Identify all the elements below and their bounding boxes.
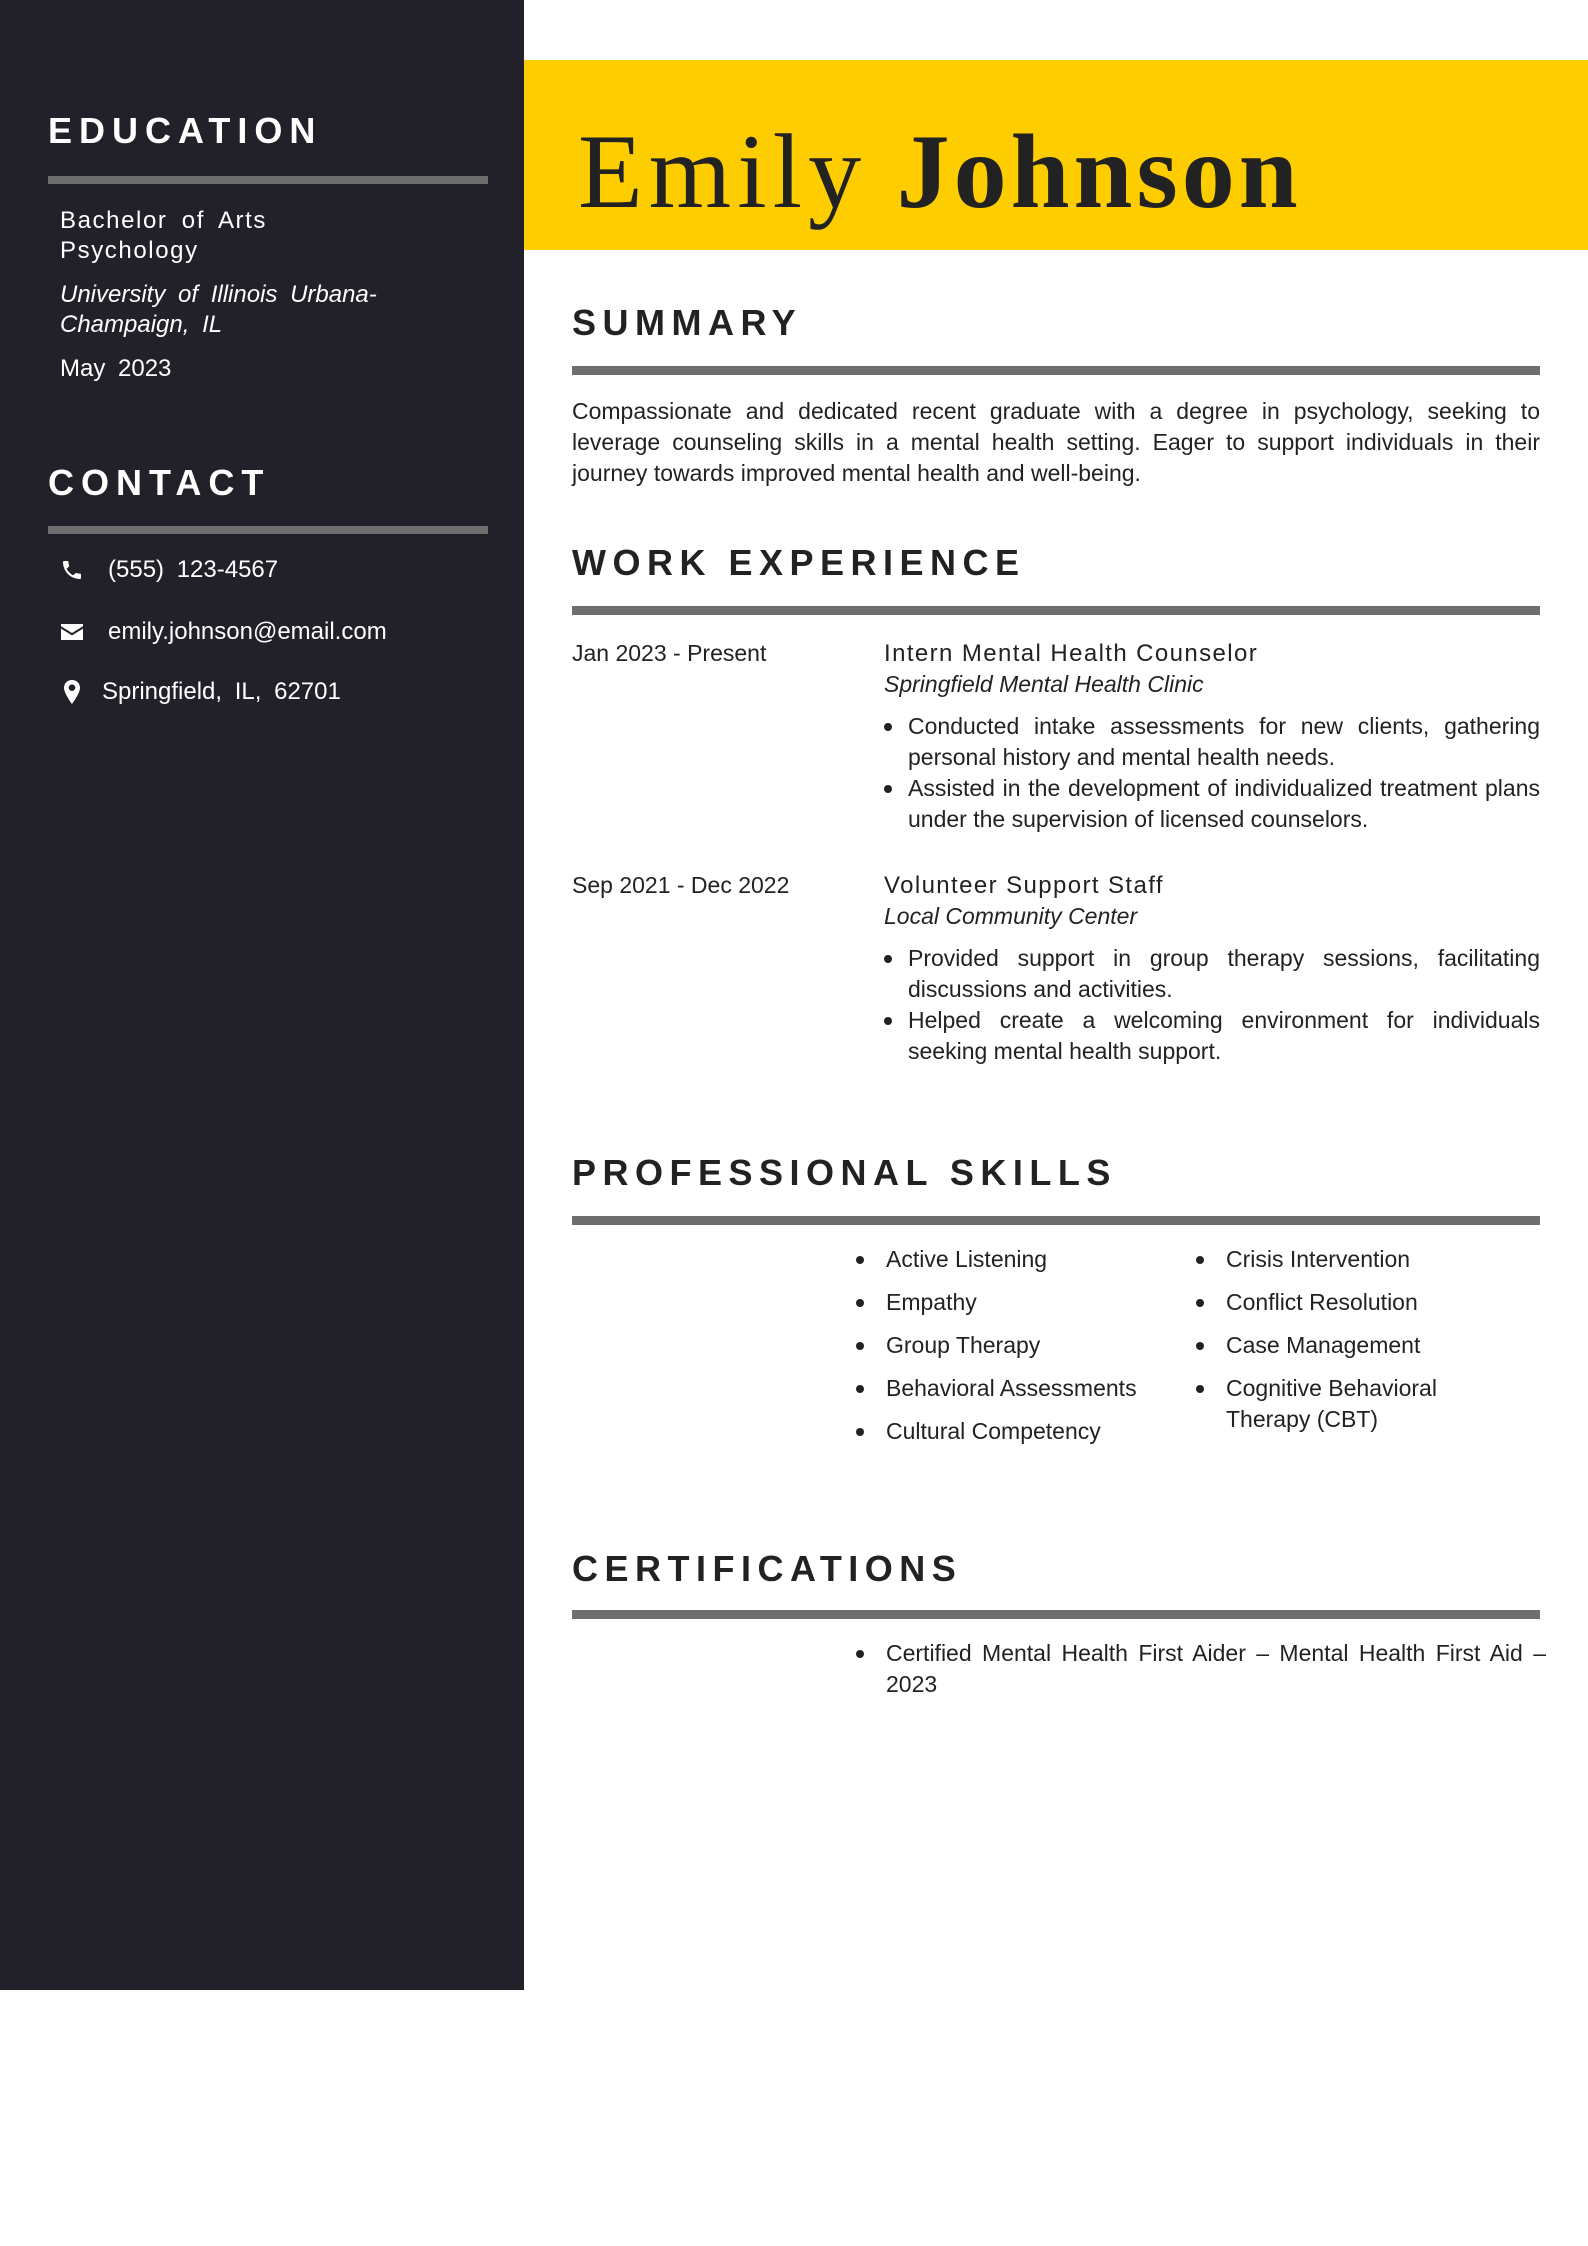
education-divider (48, 176, 488, 184)
certifications-list (856, 1638, 1546, 1712)
list-item: Conducted intake assessments for new clients, gathering personal history and mental health needs. (884, 711, 1540, 773)
job-dates: Jan 2023 - Present (572, 640, 767, 666)
list-item: Behavioral Assessments (856, 1373, 1176, 1404)
list-item: Certified Mental Health First Aider – Mental Health First Aid – 2023 (856, 1638, 1546, 1700)
education-degree (60, 206, 267, 266)
work-heading: WORK EXPERIENCE (572, 542, 1026, 583)
summary-text: Compassionate and dedicated recent graduate with a degree in psychology, seeking to leverage counseling skills in a mental health setting. Eager to support individuals in their journey towards improved mental health and well-being. (572, 398, 1540, 486)
summary-heading: SUMMARY (572, 302, 803, 343)
degree-major: Psychology (60, 237, 199, 264)
school-location: Champaign, IL (60, 311, 223, 338)
first-name: Emily (578, 113, 868, 230)
job-bullets (884, 943, 1540, 1067)
contact-divider (48, 526, 488, 534)
list-item: Empathy (856, 1287, 1176, 1318)
skills-list-left (856, 1244, 1176, 1459)
map-pin-icon (58, 678, 86, 706)
list-item: Active Listening (856, 1244, 1176, 1275)
degree-line: Bachelor of Arts (60, 207, 268, 234)
list-item: Case Management (1196, 1330, 1486, 1361)
school-line: University of Illinois Urbana- (60, 281, 377, 308)
list-item: Group Therapy (856, 1330, 1176, 1361)
summary-divider (572, 366, 1540, 375)
work-divider (572, 606, 1540, 615)
skills-divider (572, 1216, 1540, 1225)
skills-heading: PROFESSIONAL SKILLS (572, 1152, 1117, 1193)
contact-location (58, 678, 341, 706)
contact-heading: CONTACT (48, 462, 271, 503)
job-title: Intern Mental Health Counselor (884, 640, 1259, 667)
job-organization: Local Community Center (884, 903, 1138, 929)
envelope-icon (58, 618, 86, 646)
candidate-name (578, 112, 1302, 232)
education-heading: EDUCATION (48, 110, 323, 151)
job-title: Volunteer Support Staff (884, 872, 1164, 899)
certifications-divider (572, 1610, 1540, 1619)
list-item: Conflict Resolution (1196, 1287, 1486, 1318)
skills-list-right (1196, 1244, 1486, 1447)
list-item: Cognitive Behavioral Therapy (CBT) (1196, 1373, 1486, 1435)
contact-email (58, 618, 387, 646)
email-text: emily.johnson@email.com (108, 618, 387, 645)
contact-phone (58, 556, 278, 584)
list-item: Cultural Competency (856, 1416, 1176, 1447)
last-name: Johnson (896, 113, 1302, 230)
phone-icon (58, 556, 86, 584)
job-dates: Sep 2021 - Dec 2022 (572, 872, 790, 898)
list-item: Crisis Intervention (1196, 1244, 1486, 1275)
certifications-heading: CERTIFICATIONS (572, 1548, 963, 1589)
education-date: May 2023 (60, 355, 172, 382)
job-bullets (884, 711, 1540, 835)
phone-text: (555) 123-4567 (108, 556, 279, 583)
job-organization: Springfield Mental Health Clinic (884, 671, 1204, 697)
sidebar (0, 0, 524, 1990)
list-item: Assisted in the development of individualized treatment plans under the supervision of licensed counselors. (884, 773, 1540, 835)
location-text: Springfield, IL, 62701 (102, 678, 341, 705)
education-school (60, 280, 377, 340)
list-item: Provided support in group therapy sessions, facilitating discussions and activities. (884, 943, 1540, 1005)
list-item: Helped create a welcoming environment for individuals seeking mental health support. (884, 1005, 1540, 1067)
